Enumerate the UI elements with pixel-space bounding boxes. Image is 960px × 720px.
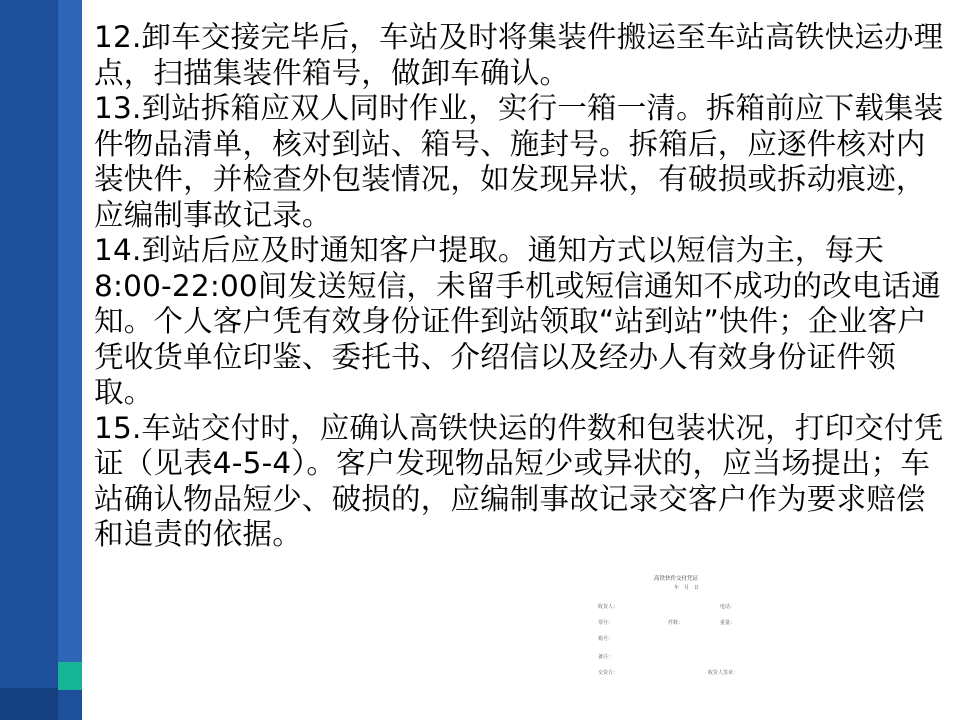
- voucher-phone: 电话：: [720, 604, 736, 610]
- voucher-receiver: 收货人：: [598, 604, 619, 610]
- sidebar-stripe: [58, 0, 82, 720]
- voucher-signature: 收货人签章：: [708, 670, 739, 676]
- accent-block: [58, 662, 82, 690]
- voucher-waybill: 票号：: [598, 620, 614, 626]
- voucher-deliverer: 交货方：: [598, 670, 619, 676]
- paragraph-15: 15.车站交付时，应确认高铁快运的件数和包装状况，打印交付凭证（见表4-5-4）。客户发现物品短少或异状的，应当场提出；车站确认物品短少、破损的，应编制事故记录交客户作为要求赔偿和追责的依据。: [94, 410, 944, 551]
- paragraph-13: 13.到站拆箱应双人同时作业，实行一箱一清。拆箱前应下载集装件物品清单，核对到站、箱号、施封号。拆箱后，应逐件核对内装快件，并检查外包装情况，如发现异状，有破损或拆动痕迹，应编制事故记录。: [94, 91, 944, 232]
- sidebar-lower-stripe: [58, 690, 82, 720]
- slide-body-text: [94, 20, 950, 553]
- voucher-remark: 备注：: [598, 654, 614, 660]
- voucher-weight: 重量：: [720, 620, 736, 626]
- voucher-box-no: 箱号：: [598, 636, 614, 642]
- paragraph-14: 14.到站后应及时通知客户提取。通知方式以短信为主，每天8:00-22:00间发送短信，未留手机或短信通知不成功的改电话通知。个人客户凭有效身份证件到站领取“站到站”快件；企业客户凭收货单位印鉴、委托书、介绍信以及经办人有效身份证件领取。: [94, 233, 942, 409]
- sidebar-bottom-block: [0, 688, 58, 720]
- delivery-voucher-image: [592, 572, 772, 682]
- sidebar-decoration: [0, 0, 82, 720]
- voucher-title: 高铁快件交付凭证: [654, 576, 699, 582]
- voucher-date: 年 月 日: [674, 585, 700, 591]
- paragraph-12: 12.卸车交接完毕后，车站及时将集装件搬运至车站高铁快运办理点，扫描集装件箱号，做卸车确认。: [94, 20, 944, 90]
- voucher-pieces: 件数：: [668, 620, 684, 626]
